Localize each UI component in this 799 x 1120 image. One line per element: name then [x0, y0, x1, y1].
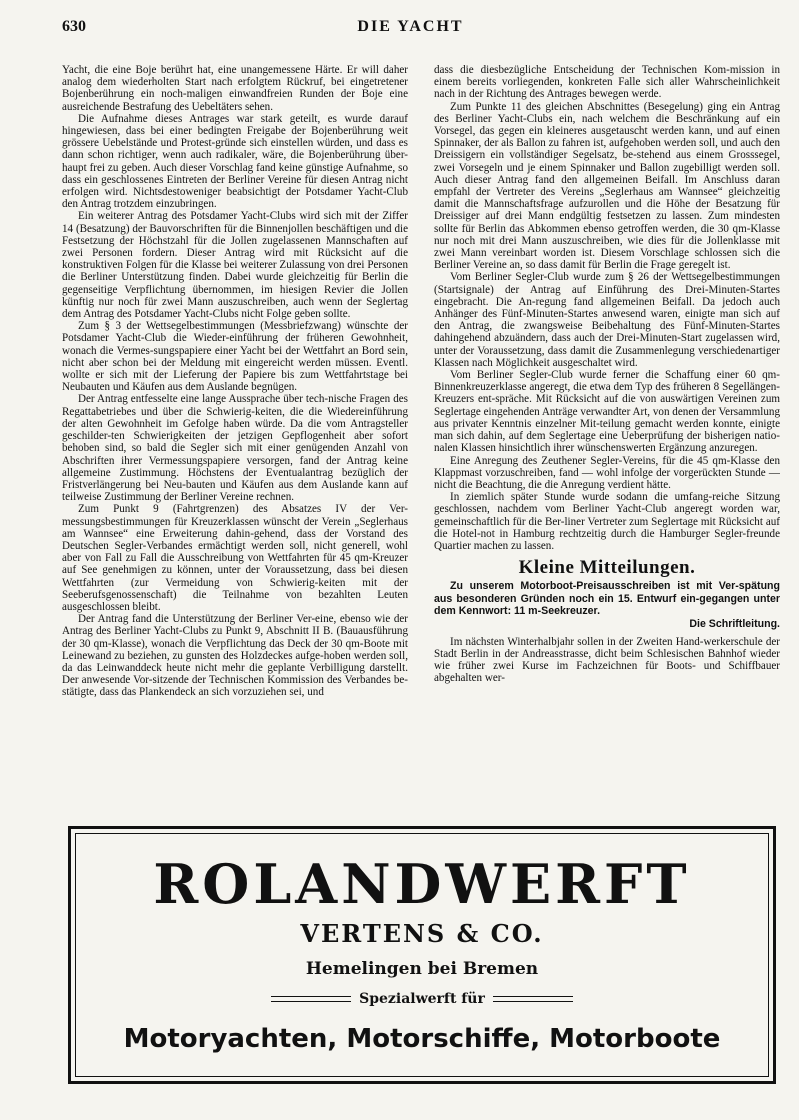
paragraph: dass die diesbezügliche Entscheidung der Technischen Kom-mission in einem bereits vorliegenden, konkreten Falle sich aller Wahrscheinlichkeit nach in der Richtung des Antrages bewegen werde. — [434, 64, 780, 101]
ad-subtitle: VERTENS & CO. — [300, 919, 544, 948]
paragraph: Zum Punkt 9 (Fahrtgrenzen) des Absatzes IV der Ver-messungsbestimmungen für Kreuzerklassen wünscht der Verein „Seglerhaus am Wannsee“ eine Erweiterung dahin-gehend, dass der Vorstand des Deutschen Segler-Verbandes ermächtigt werden soll, nicht generell, wohl aber von Fall zu Fall die Ausschreibung von Wettfahrten für 45 qm-Kreuzer auf See genehmigen zu können, unter der Voraussetzung, dass bei diesen Wettfahrten (zur Vermeidung von Schwierig-keiten mit der Seeberufsgenossenschaft) die Teilnahme von bezahlten Leuten ausgeschlossen bleibt. — [62, 503, 408, 613]
paragraph: Im nächsten Winterhalbjahr sollen in der Zweiten Hand-werkerschule der Stadt Berlin in der Andreasstrasse, dicht beim Schlesischen Bahnhof wieder wie früher zwei Kurse im Fachzeichnen für Boots- und Schiffbauer abgehalten wer- — [434, 635, 780, 685]
notice-paragraph: Zu unserem Motorboot-Preisausschreiben ist mit Ver-spätung aus besonderen Gründen noch ein 15. Entwurf ein-gegangen unter dem Kennwort: 11 m-Seekreuzer. — [434, 580, 780, 618]
paragraph: Ein weiterer Antrag des Potsdamer Yacht-Clubs wird sich mit der Ziffer 14 (Besatzung) der Bauvorschriften für die Binnenjollen beschäftigen und die Festsetzung der Höchstzahl für die Jollen zugelassenen Mannschaften auf zwei Personen fordern. Dieser Antrag wird mit Rücksicht auf die konstruktiven Folgen für die Klasse bei weiterer Zulassung von drei Personen die Berliner Unterstützung finden. Dabei wurde gleichzeitig für Berlin die gegenseitige Verpflichtung übernommen, im hiesigen Revier die Jollen künftig nur noch für zwei Mann auszuschreiben, auch wenn der Seglertag dem Antrag des Potsdamer Yacht-Clubs nicht Folge geben sollte. — [62, 210, 408, 321]
ad-products: Motoryachten, Motorschiffe, Motorboote — [123, 1024, 721, 1054]
paragraph: Yacht, die eine Boje berührt hat, eine unangemessene Härte. Er will daher analog dem wiederholten Start nach erfolgtem Rückruf, bei eingetretener Bojenberührung ein noch-maligen einwandfreien Runden der Boje eine ausreichende Bestrafung des Uebeltäters sehen. — [62, 64, 408, 113]
paragraph: Vom Berliner Segler-Club wurde zum § 26 der Wettsegelbestimmungen (Startsignale) der Antrag auf Einführung des Drei-Minuten-Startes eingebracht. Die An-regung fand allgemeinen Beifall. Da jedoch auch Anhänger des Fünf-Minuten-Startes anwesend waren, einigte man sich auf den Antrag, die zwangsweise Beibehaltung des Fünf-Minuten-Startes dahingehend abzuändern, dass auch der Drei-Minuten-Start zugelassen wird, unter der Voraussetzung, dass damit die Zusammenlegung verschiedenartiger Klassen nach Möglichkeit ausgeschaltet wird. — [434, 271, 780, 369]
ad-specialty: Spezialwerft für — [359, 991, 485, 1007]
double-rule-right — [493, 996, 573, 1002]
paragraph: In ziemlich später Stunde wurde sodann die umfang-reiche Sitzung geschlossen, nachdem vom Berliner Yacht-Club angeregt worden war, gemeinschaftlich für die Ber-liner Vertreter zum Seglertage mit Rücksicht auf die Hotel-not in Hamburg rechtzeitig durch die Hamburger Segler-freunde Quartier machen zu lassen. — [434, 491, 780, 552]
left-column — [62, 64, 408, 806]
ad-company-name: ROLANDWERFT — [153, 852, 691, 916]
paragraph: Zum § 3 der Wettsegelbestimmungen (Messbriefzwang) wünschte der Potsdamer Yacht-Club die Wieder-einführung der früheren Gewohnheit, wonach die Vermes-sungspapiere einer Yacht bei der Wettfahrt an Bord sein, nicht aber schon bei der Meldung mit eingereicht werden müssen. Eventl. wollte er sich mit der Lieferung der Papiere bis zum Wettfahrtstage bei Neubauten und Käufen aus dem Auslande begnügen. — [62, 320, 408, 394]
article-columns — [62, 64, 780, 806]
page-number: 630 — [62, 18, 86, 35]
paragraph: Die Aufnahme dieses Antrages war stark geteilt, es wurde darauf hingewiesen, dass bei einer bedingten Freigabe der Bojenberührung weit grössere Uebelstände und Protest-gründe sich einstellen würden, und dass es dann schon richtiger, wenn auch radikaler, wäre, die Bojenberührung über-haupt frei zu geben. Auch dieser Vorschlag fand keine günstige Aufnahme, so dass ein geschlossenes Eintreten der Berliner Vereine für diesen Antrag nicht erfolgen wird. Nichtsdestoweniger beabsichtigt der Potsdamer Yacht-Club den Antrag trotzdem einzubringen. — [62, 112, 408, 211]
advertisement-inner-border — [75, 833, 769, 1077]
paragraph: Zum Punkte 11 des gleichen Abschnittes (Besegelung) ging ein Antrag des Berliner Yacht-Clubs ein, nach welchem die Beschränkung auf ein Vorsegel, das gegen ein kleineres ausgetauscht werden kann, und auf einen Spinnaker, der als Ballon zu fahren ist, aufgehoben werden soll, und auch den Dreissigern ein vollständiger Segelsatz, be-stehend aus einem Grosssegel, zwei Vorsegeln und je einem Spinnaker und Ballon zugebilligt werden soll. Auch dieser Antrag fand den allgemeinen Beifall. Im Anschluss daran empfahl der Vertreter des Vereins „Seglerhaus am Wannsee“ gleichzeitig damit die Mannschaftsfrage aufzurollen und die Höhe der Besatzung für Dreissiger auf drei Mann endgültig festsetzen zu lassen. Zum mindesten sollte für Berlin das Abkommen ebenso getroffen werden, die 30 qm-Klasse nur noch mit drei Mann auszuschreiben, wie dies für die Jollenklasse mit zwei Mann vereinbart worden ist. Diesem Vorschlage schlossen sich die Berliner Vereine an, so dass damit für Berlin die Frage geregelt ist. — [434, 100, 780, 272]
page-header — [62, 18, 759, 42]
ad-specialty-row — [76, 988, 768, 1010]
ad-location: Hemelingen bei Bremen — [305, 959, 539, 979]
journal-title: DIE YACHT — [357, 18, 464, 35]
advertisement — [68, 826, 776, 1084]
signature: Die Schriftleitung. — [689, 617, 780, 630]
paragraph: Der Antrag fand die Unterstützung der Berliner Ver-eine, ebenso wie der Antrag des Berliner Yacht-Clubs zu Punkt 9, Abschnitt II B. (Bauausführung der 30 qm-Klasse), wonach die Verpflichtung das Deck der 30 qm-Boote mit Leinewand zu beziehen, zu gunsten des Holzdeckes aufge-hoben werden soll, da das Leinwanddeck heute nicht mehr die geplante Verbilligung darstellt. Der anwesende Vor-sitzende der Technischen Kommission des Verbandes be-stätigte, dass das Plankendeck an sich vorzuziehen sei, und — [62, 613, 408, 699]
right-column — [434, 64, 780, 806]
double-rule-left — [271, 996, 351, 1002]
paragraph: Eine Anregung des Zeuthener Segler-Vereins, für die 45 qm-Klasse den Klappmast vorzuschreiben, fand — wohl infolge der vorgerückten Stunde — nicht die Beachtung, die die Anregung verdient hätte. — [434, 454, 780, 491]
paragraph: Der Antrag entfesselte eine lange Aussprache über tech-nische Fragen des Regattabetriebes und über die Schwierig-keiten, die die Wiedereinführung der alten Gewohnheit im Gefolge haben würde. Da die vom Antragsteller geschilder-ten Schwierigkeiten der jetzigen Gepflogenheit aber sofort behoben sind, so bald die Segler sich mit einer genügenden Anzahl von Abschriften ihrer Vermessungspapiere versorgen, fand der Antrag keine allgemeine Zustimmung. Höchstens der Eventualantrag bezüglich der Fristverlängerung bei Neu-bauten und Käufen aus dem Auslande kann auf teilweise Zustimmung der Berliner Vereine rechnen. — [62, 393, 408, 504]
paragraph: Vom Berliner Segler-Club wurde ferner die Schaffung einer 60 qm-Binnenkreuzerklasse angeregt, die etwa dem Typ des früheren 8 Segellängen-Kreuzers ent-spräche. Mit Rücksicht auf die von auswärtigen Vereinen zum Seglertage eingehenden Anträge verwandter Art, von denen der Versammlung aus privater Kenntnis einzelner Mit-teilung gemacht werden konnte, einigte man sich dahin, auf dem Seglertage eine Ueberprüfung der bisherigen natio-nalen Klassen hinsichtlich ihrer wünschenswerten Ergänzung anzuregen. — [434, 369, 780, 455]
section-title: Kleine Mitteilungen. — [518, 557, 696, 579]
